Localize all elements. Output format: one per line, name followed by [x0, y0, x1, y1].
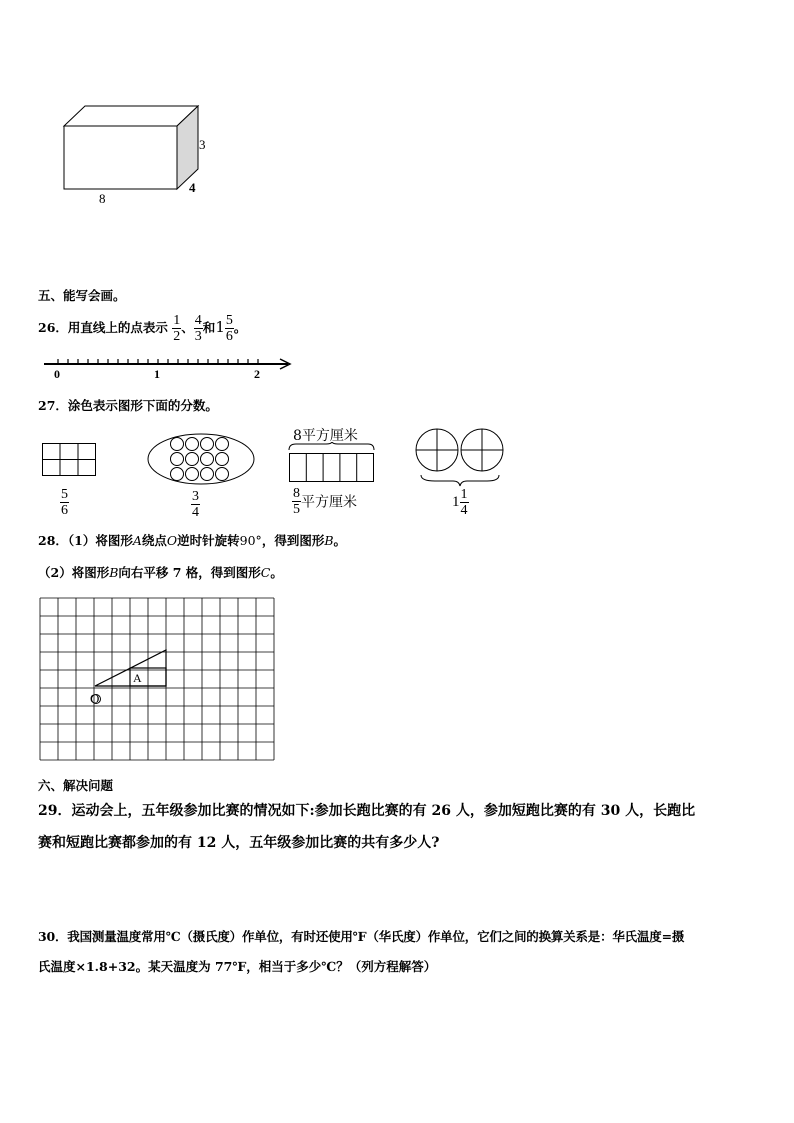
q27-fig4-num: 1 [460, 487, 468, 502]
q28-l1-d: ，得到图形 [261, 533, 325, 548]
q27-fig4-fraction [460, 487, 469, 518]
q28-angle: 90° [239, 533, 262, 548]
q26-fraction-2 [194, 313, 203, 344]
q27-fig1-rectangle [42, 443, 98, 479]
q29-line1: 29．运动会上，五年级参加比赛的情况如下:参加长跑比赛的有 26 人，参加短跑比赛的有 30 人，长跑比 [38, 803, 696, 819]
q27-fig1-num: 5 [61, 487, 68, 502]
q27-fig4-whole: 1 [452, 494, 460, 510]
q27-fig3-den: 5 [293, 502, 300, 517]
cuboid-front-face [64, 126, 177, 189]
cuboid-length-label: 8 [99, 191, 106, 206]
q26-f1-den: 2 [173, 329, 181, 344]
q27-fig3-label [292, 486, 357, 517]
q27-fig2-circles [171, 438, 229, 481]
cuboid-top-face [64, 106, 198, 126]
q26-and: 和 [202, 320, 216, 335]
q27-fig1-fraction [60, 487, 69, 518]
small-circle [201, 438, 214, 451]
small-circle [201, 453, 214, 466]
section-five-title: 五、能写会画。 [38, 288, 126, 303]
cuboid-height-label: 3 [199, 137, 206, 152]
q28-l1-b: 绕点 [141, 533, 167, 548]
q26-end: 。 [233, 320, 247, 335]
q27-fig3-bar [286, 442, 378, 484]
q27-fig2-den: 4 [192, 505, 199, 520]
small-circle [216, 468, 229, 481]
q28-l1-e: 。 [333, 533, 347, 548]
small-circle [171, 453, 184, 466]
q27-fig1-den: 6 [61, 503, 68, 518]
q26-prefix: 用直线上的点表示 [67, 320, 168, 335]
q28-shape-b-2: B [109, 565, 119, 580]
q27-fig2-num: 3 [192, 489, 199, 504]
q30-line1: 30．我国测量温度常用℃（摄氏度）作单位，有时还使用℉（华氏度）作单位，它们之间的换算关系是：华氏温度=摄 [38, 929, 685, 944]
q27-fig4-den: 4 [460, 503, 468, 518]
q26-sep: 、 [181, 320, 194, 335]
tick-label-2: 2 [254, 367, 260, 381]
q28-label-o: O [90, 691, 100, 706]
q28-grid-lines [40, 598, 274, 760]
q28-shape-c: C [260, 565, 271, 580]
q29-line2: 赛和短跑比赛都参加的有 12 人，五年级参加比赛的共有多少人? [38, 835, 440, 851]
q28-shape-b: B [324, 533, 334, 548]
small-circle [186, 468, 199, 481]
tick-label-1: 1 [154, 367, 160, 381]
q28-l2-c: 。 [270, 565, 283, 580]
q27-fig3-fraction [292, 486, 301, 517]
q27-fig3-dividers [306, 454, 356, 482]
q26-text [38, 309, 246, 346]
cuboid-figure [55, 100, 225, 215]
q28-line2 [38, 563, 283, 581]
small-circle [201, 468, 214, 481]
small-circle [216, 438, 229, 451]
q28-label-a: A [133, 671, 142, 685]
q26-f3-num: 5 [225, 313, 233, 328]
small-circle [216, 453, 229, 466]
q26-f2-num: 4 [194, 313, 202, 328]
q27-fig4-label [452, 487, 469, 518]
q27-fig3-num: 8 [293, 486, 300, 501]
number-line [36, 352, 296, 382]
q27-fig3-unit: 平方厘米 [301, 494, 357, 511]
q26-fraction-3 [225, 313, 234, 344]
q26-fraction-1 [172, 313, 181, 344]
small-circle [186, 438, 199, 451]
q28-l1-a: 28．（1）将图形 [38, 533, 133, 548]
cuboid-side-face [177, 106, 198, 189]
q27-fig2-fraction [191, 489, 200, 520]
tick-label-0: 0 [54, 367, 60, 381]
q26-number: 26． [38, 320, 68, 335]
q26-f2-den: 3 [194, 329, 202, 344]
small-circle [186, 453, 199, 466]
small-circle [171, 438, 184, 451]
q27-fig3-top-label: 8平方厘米 [293, 428, 358, 444]
q28-point-o: O [166, 533, 178, 548]
q27-fig4-circles [415, 428, 507, 490]
q28-shape-a: A [132, 533, 142, 548]
section-six-title: 六、解决问题 [38, 778, 114, 793]
q26-f1-num: 1 [173, 313, 181, 328]
q28-l2-a: （2）将图形 [38, 565, 110, 580]
q26-mixed-whole: 1 [215, 318, 225, 336]
cuboid-depth-label: 4 [189, 180, 196, 195]
q28-line1 [38, 531, 346, 549]
q28-l1-c: 逆时针旋转 [177, 533, 240, 548]
q30-line2: 氏温度×1.8+32。某天温度为 77℉，相当于多少℃？（列方程解答） [38, 959, 437, 974]
small-circle [171, 468, 184, 481]
q27-fig2-ellipse [146, 432, 258, 486]
q28-grid [38, 596, 278, 762]
q26-f3-den: 6 [225, 329, 233, 344]
q27-text: 27．涂色表示图形下面的分数。 [38, 398, 218, 413]
q28-l2-b: 向右平移 7 格，得到图形 [118, 565, 261, 580]
